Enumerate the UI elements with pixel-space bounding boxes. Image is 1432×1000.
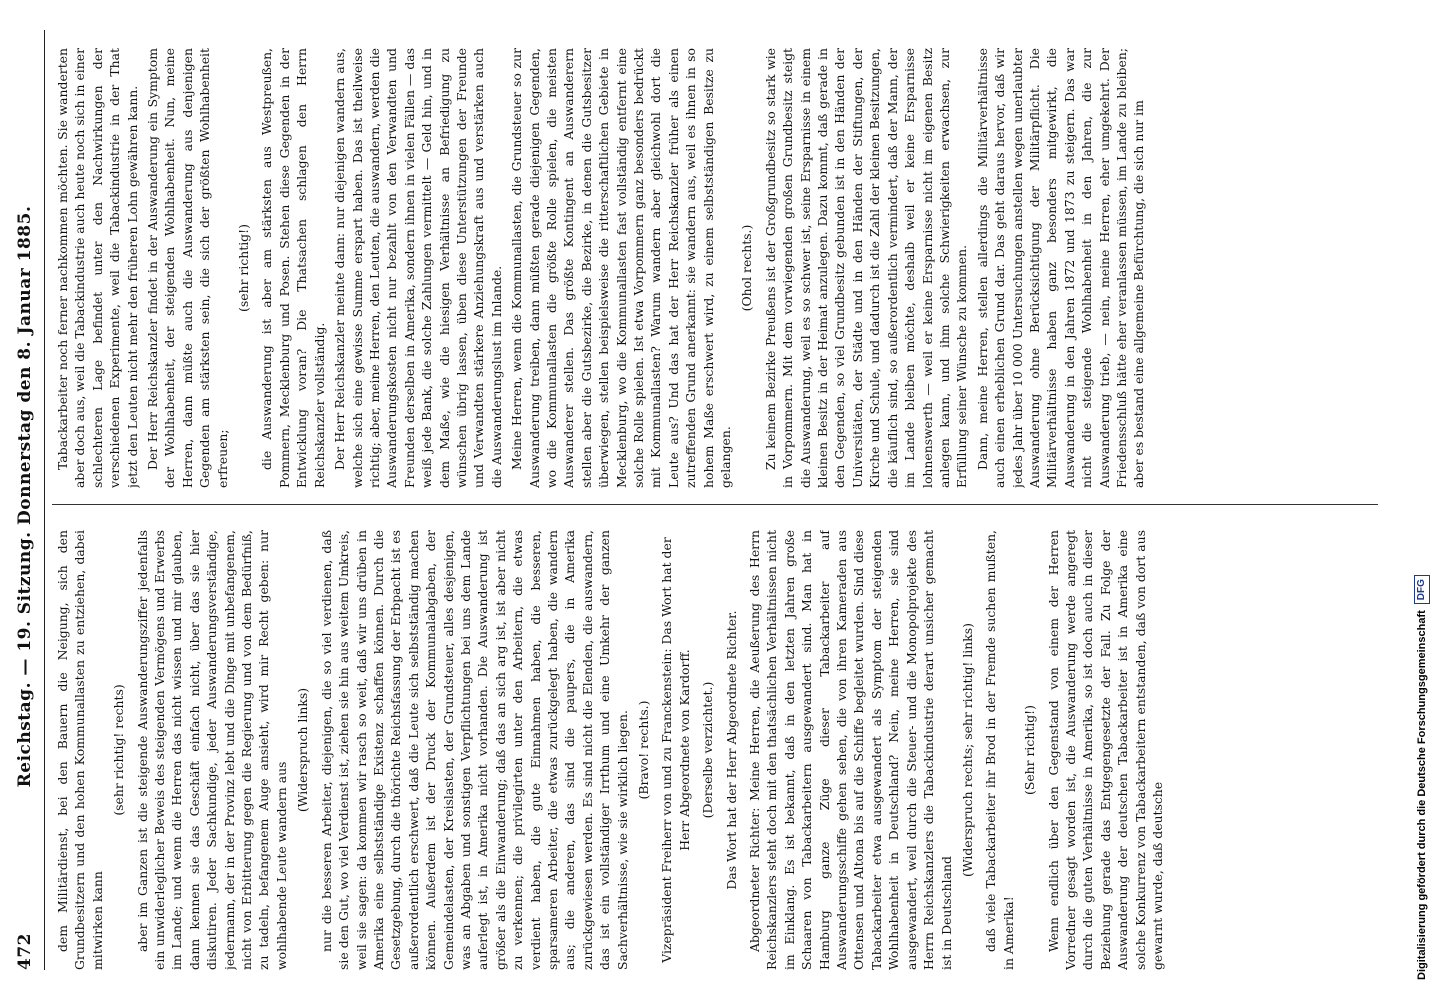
paragraph: Wenn endlich über den Gegenstand von einem der Herren Vorredner gesagt worden ist, die Auswanderung werde angeregt durch die guten Verhältnisse in Amerika, so ist doch auch in dieser Beziehung gerade das Entgegengesetzte der Fall. Zu Folge der Auswanderung der deutschen Tabackarbeiter ist in Amerika eine solche Konkurrenz von Tabackarbeitern entstanden, daß von dort aus gewarnt wurde, daß deutsche bbox=[1045, 530, 1165, 970]
paragraph: daß viele Tabackarbeiter ihr Brod in der Fremde suchen mußten, in Amerika! bbox=[983, 530, 1016, 970]
paragraph: Der Herr Reichskanzler meinte dann: nur diejenigen wandern aus, welche sich eine gewisse Summe erspart haben. Das ist theilweise richtig; aber, meine Herren, den Leuten, die auswandern, werden die Auswanderungskosten nicht nur bezahlt von den Verwandten und Freunden derselben in Amerika, sondern ihnen in vielen Fällen — das weiß jede Bank, die solche Zahlungen vermittelt — Geld hin, und in dem Maße, wie die hiesigen Verhältnisse an Befriedigung zu wünschen übrig lassen, üben diese Unterstützungen der Freunde und Verwandten stärkere Anziehungskraft aus und verstärken auch die Auswanderungslust im Inlande. bbox=[332, 48, 504, 488]
interjection: (Widerspruch links) bbox=[295, 687, 311, 813]
page-header bbox=[8, 30, 42, 970]
interjection: (Ohol rechts.) bbox=[739, 224, 755, 312]
interjection: (sehr richtig! rechts) bbox=[111, 684, 127, 816]
paragraph: Dann, meine Herren, stellen allerdings die Militärverhältnisse auch einen erheblichen Grund dar. Das geht daraus hervor, daß wir jedes Jahr über 10 000 Untersuchungen anstellen wegen unerlaubter Auswanderung ohne Berücksichtigung der Militärpflicht. Die Militärverhältnisse haben ganz besonders mitgewirkt, die Auswanderung in den Jahren 1872 und 1873 zu steigern. Das war nicht die steigende Wohlhabenheit in den Jahren, die zur Auswanderung trieb, — nein, meine Herren, eher umgekehrt. Der Friedensschluß hätte eher veranlassen müssen, im Lande zu bleiben; aber es bestand eine allgemeine Befürchtung, die sich nur im bbox=[974, 48, 1147, 488]
dfg-logo: DFG bbox=[1414, 575, 1430, 604]
page-title: Reichstag. — 19. Sitzung. Donnerstag den 8. Januar 1885. bbox=[15, 205, 35, 788]
interjection: (Widerspruch rechts; sehr richtig! links) bbox=[959, 623, 975, 877]
interjection: (Sehr richtig!) bbox=[1022, 705, 1038, 795]
digitization-note bbox=[1414, 0, 1430, 980]
column-divider bbox=[52, 504, 1378, 505]
paragraph: Abgeordneter Richter: Meine Herren, die Aeußerung des Herrn Reichskanzlers steht doch mit den thatsächlichen Verhältnissen nicht im Einklang. Es ist bekannt, daß in den letzten Jahren große Schaaren von Tabackarbeitern ausgewandert sind. Man hat in Hamburg ganze Züge dieser Tabackarbeiter auf Auswanderungsschiffe gehen sehen, die von ihren Kameraden aus Ottensen und Altona bis auf die Schiffe begleitet wurden. Sind diese Tabackarbeiter etwa ausgewandert als Symptom der steigenden Wohlhabenheit in Deutschland? Nein, meine Herren, sie sind ausgewandert, weil durch die Steuer- und die Monopolprojekte des Herrn Reichskanzlers die Tabackindustrie derart unsicher gemacht ist in Deutschland bbox=[747, 530, 954, 970]
text-column-right bbox=[54, 48, 1374, 488]
paragraph: Tabackarbeiter noch ferner nachkommen möchten. Sie wanderten aber doch aus, weil die Tabackindustrie auch heute noch sich in einer schlechteren Lage befindet unter den Nachwirkungen der verschiedenen Experimente, weil die Tabackindustrie in der That jetzt den Leuten nicht mehr den früheren Lohn gewähren kann. bbox=[55, 48, 140, 488]
paragraph: Meine Herren, wenn die Kommunallasten, die Grundsteuer so zur Auswanderung treiben, dann müßten gerade diejenigen Gegenden, wo die Kommunallasten die größte Rolle spielen, die meisten Auswanderer stellen. Das größte Kontingent an Auswanderern stellen aber die Gutsbezirke, die Bezirke, in denen die Gutsbesitzer überwiegen, stellen beispielsweise die ritterschaftlichen Gebiete in Mecklenburg, wo die Kommunallasten fast vollständig entfernt eine solche Rolle spielen. Ist etwa Vorpommern ganz besonders bedrückt mit Kommunallasten? Warum wandern aber gleichwohl dort die Leute aus? Und das hat der Herr Reichskanzler früher als einen zutreffenden Grund anerkannt: sie wandern aus, weil es ihnen in so hohem Maße erschwert wird, zu einem selbstständigen Besitze zu gelangen. bbox=[509, 48, 734, 488]
interjection: Vizepräsident Freiherr von und zu Franckenstein: Das Wort hat der Herr Abgeordnete von Kardorff. bbox=[659, 537, 692, 963]
interjection: (Derselbe verzichtet.) bbox=[700, 681, 716, 819]
paragraph: Der Herr Reichskanzler findet in der Auswanderung ein Symptom der Wohlhabenheit, der steigenden Wohlhabenheit. Nun, meine Herren, dann müßte auch die Auswanderung aus denjenigen Gegenden am stärksten sein, die sich der größten Wohlhabenheit erfreuen; bbox=[145, 48, 230, 488]
paragraph: nur die besseren Arbeiter, diejenigen, die so viel verdienen, daß sie den Gut, wo viel Verdienst ist, ziehen sie hin aus weitem Umkreis, weil sie sagen: da kommen wir rasch so weit, daß wir uns drüben in Amerika eine selbstständige Existenz schaffen können. Durch die Gesetzgebung, durch die thörichte Reichsfassung der Erbpacht ist es außerordentlich erschwert, daß die Leute sich selbstständig machen können. Außerdem ist der Druck der Kommunalabgaben, der Gemeindelasten, der Kreislasten, der Grundsteuer, alles desjenigen, was an Abgaben und sonstigen Verpflichtungen bei uns dem Lande auferlegt ist, in Amerika nicht vorhanden. Die Auswanderung ist größer als die Einwanderung; daß das an sich arg ist, ist aber nicht zu verkennen; die privilegirten unter den Arbeitern, die etwas verdient haben, die gute Einnahmen haben, die besseren, sparsameren Arbeiter, die etwas zurückgelegt haben, die wandern aus; die anderen, das sind die paupers, die in Amerika zurückgewiesen werden. Es sind nicht die Elenden, die auswandern, das ist ein vollständiger Irrthum und eine Umkehr der ganzen Sachverhältnisse, wie sie wirklich liegen. bbox=[318, 530, 630, 970]
paragraph: aber im Ganzen ist die steigende Auswanderungsziffer jedenfalls ein unwiderleglicher Beweis des steigenden Vermögens und Erwerbs im Lande; und wenn die Herren das nicht wissen und mir glauben, dann kennen sie das Geschäft einfach nicht, über das sie hier diskutiren. Jeder Sachkundige, jeder Auswanderungsverständige, jedermann, der in der Provinz lebt und die Dinge mit unbefangenem, nicht von Erbitterung gegen die Regierung und von dem Bedürfniß, zu tadeln, befangenem Auge ansieht, wird mir Recht geben: nur wohlhabende Leute wandern aus bbox=[134, 530, 289, 970]
paragraph: dem Militärdienst, bei den Bauern die Neigung, sich den Grundbesitzern und den hohen Kommunallasten zu entziehen, dabei mitwirken kann bbox=[55, 530, 105, 970]
page-number: 472 bbox=[15, 933, 35, 970]
interjection: (sehr richtig!) bbox=[236, 224, 252, 312]
paragraph: die Auswanderung ist aber am stärksten aus Westpreußen, Pommern, Mecklenburg und Posen. Stehen diese Gegenden in der Entwicklung voran? Die Thatsachen schlagen den Herrn Reichskanzler vollständig. bbox=[259, 48, 327, 488]
interjection: (Bravo! rechts.) bbox=[636, 700, 651, 800]
paragraph: Zu keinem Bezirke Preußens ist der Großgrundbesitz so stark wie in Vorpommern. Mit dem vorwiegenden großen Grundbesitz steigt die Auswanderung, weil es so schwer ist, seine Ersparnisse in einem kleinen Besitz in der Heimat anzulegen. Dazu kommt, daß gerade in den Gegenden, so viel Grundbesitz gebunden ist in den Händen der Universitäten, der Städte und in den Händen der Stiftungen, der Kirche und Schule, und dadurch ist die Zahl der kleinen Besitzungen, die käuflich sind, so außerordentlich vermindert, daß der Mann, der im Lande bleiben möchte, deshalb weil er keine Ersparnisse lohnenswerth — weil er keine Ersparnisse nicht im eigenen Besitz anlegen kann, und ihm solche Schwierigkeiten erwachsen, zur Erfüllung seiner Wünsche zu kommen. bbox=[762, 48, 970, 488]
digitization-note-text: Digitalisierung gefördert durch die Deutsche Forschungsgemeinschaft bbox=[1416, 610, 1428, 980]
header-rule bbox=[44, 30, 45, 970]
text-column-left bbox=[54, 530, 1374, 970]
interjection: Das Wort hat der Herr Abgeordnete Richter. bbox=[723, 610, 739, 890]
